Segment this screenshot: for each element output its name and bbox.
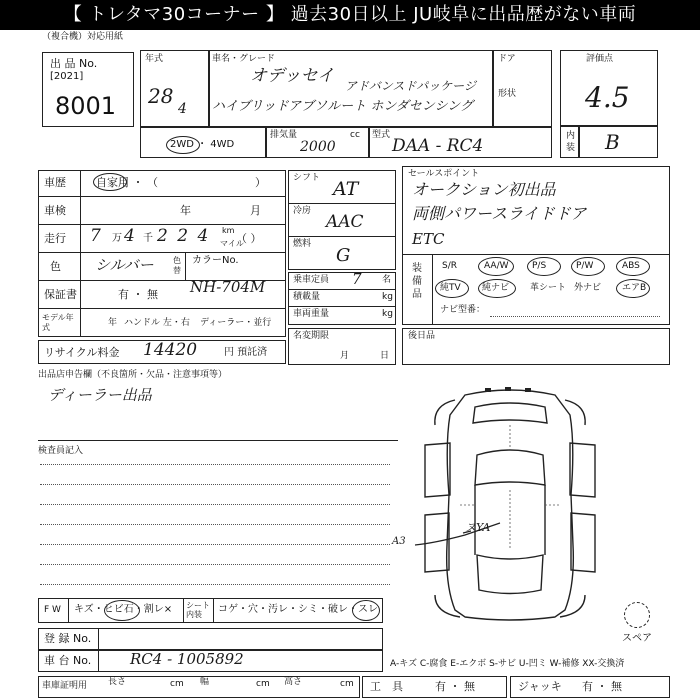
spare-label: スペア (622, 633, 652, 644)
chassis-label: 車 台 No. (44, 654, 92, 667)
color-value: シルバー (95, 256, 154, 274)
fw-circle-scuff (352, 600, 380, 621)
shift-label: シフト (293, 173, 321, 183)
warranty-label: 保証書 (44, 288, 77, 301)
mileage-paren: （ ） (236, 232, 262, 245)
interior-value: B (605, 130, 620, 154)
changes-label: 名変期限 (293, 331, 330, 341)
diagram-mark-s: ヌYA (465, 521, 491, 534)
equip-leather: 革シート (530, 283, 567, 293)
model-month-value: 4 (178, 101, 187, 117)
displacement-unit: cc (350, 130, 360, 140)
sales-point-3: ETC (412, 230, 445, 248)
changes-day: 日 (380, 351, 390, 361)
sales-point-2: 両側パワースライドドア (412, 204, 587, 223)
banner-title: 【 トレタマ30コーナー 】 過去30日以上 JU岐阜に出品歴がない車両 (0, 0, 700, 30)
recycle-value: 14420 (143, 340, 198, 360)
seller-notes-text: ディーラー出品 (48, 386, 152, 404)
door-label: ドア (498, 54, 516, 64)
displacement-value: 2000 (300, 139, 336, 155)
cert-unit-2: cm (256, 679, 270, 689)
capacity-value: 7 (352, 270, 362, 288)
mileage-man: 7 (90, 226, 101, 246)
capacity-label: 乗車定員 (293, 275, 330, 285)
model-row-year: 年 (108, 318, 118, 328)
changes-month: 月 (340, 351, 350, 361)
equip-tv-circle (435, 279, 469, 298)
model-code-value: DAA - RC4 (392, 136, 484, 156)
model-year-value: 28 (148, 84, 174, 108)
color-code-label: カラーNo. (192, 255, 239, 266)
recycle-label: リサイクル料金 (44, 346, 120, 359)
cert-height: 高さ (284, 677, 303, 687)
registration-label: 登 録 No. (44, 632, 92, 645)
after-notes-box (402, 328, 670, 365)
fw-seat-label: シート内装 (186, 601, 210, 619)
load-label: 積載量 (293, 292, 321, 302)
inspector-notes-label: 検査員記入 (38, 446, 84, 456)
diagram-mark-a3: A3 (392, 536, 406, 547)
spare-tire-icon (624, 602, 650, 628)
equip-navi-circle (478, 279, 516, 298)
sales-point-1: オークション初出品 (412, 180, 556, 199)
color-label: 色 (50, 260, 61, 273)
model-row-label: モデル年式 (42, 313, 74, 332)
mileage-sen-unit: 千 (143, 233, 153, 244)
header-note: （複合機）対応用紙 (42, 32, 124, 42)
score-value: 4.5 (585, 81, 630, 114)
fw-options: キズ・ヒビ石・割レ× (74, 604, 173, 615)
shape-label: 形状 (498, 89, 517, 99)
navi-model-label: ナビ型番： (440, 305, 486, 315)
recycle-unit: 円 預託済 (224, 347, 268, 358)
cert-unit-1: cm (170, 679, 184, 689)
fuel-value: G (336, 245, 351, 266)
equip-pw: P/W (576, 261, 594, 271)
sales-points-label: セールスポイント (408, 169, 480, 179)
chassis-value: RC4 - 1005892 (130, 650, 244, 668)
model-code-label: 型式 (372, 130, 391, 140)
history-label: 車歴 (44, 176, 66, 189)
inspection-label: 車検 (44, 204, 66, 217)
mileage-label: 走行 (44, 232, 66, 245)
car-name-label: 車名・グレード (212, 54, 276, 64)
fw-label: F W (44, 605, 61, 615)
ac-value: AAC (326, 212, 364, 232)
equip-abs-circle (616, 257, 650, 276)
interior-label: 内装 (566, 131, 576, 153)
equip-aaw-circle (478, 257, 514, 276)
tools-label: 工 具 (370, 680, 403, 693)
fuel-label: 燃料 (293, 239, 312, 249)
history-close: ） (255, 176, 266, 189)
grade-line1: アドバンスドパッケージ (345, 79, 476, 93)
inspection-month-unit: 月 (250, 204, 261, 217)
equip-sr: S/R (442, 261, 457, 271)
weight-label: 車両重量 (293, 309, 330, 319)
displacement-label: 排気量 (270, 130, 298, 140)
equip-tv: 純TV (440, 283, 461, 293)
score-label: 評価点 (586, 54, 614, 64)
model-year-label: 年式 (145, 54, 164, 64)
shift-value: AT (333, 178, 359, 200)
equip-pw-circle (571, 257, 605, 276)
jack-label: ジャッキ (518, 680, 562, 693)
equip-ps-circle (527, 257, 561, 276)
grade-line2: ハイブリッドアブソルート ホンダセンシング (212, 99, 473, 114)
equipment-label: 装備品 (412, 263, 422, 300)
lot-year: [2021] (50, 71, 84, 82)
cert-length: 長さ (108, 677, 127, 687)
warranty-options: 有 ・ 無 (118, 288, 158, 301)
capacity-unit: 名 (382, 275, 392, 285)
mileage-sen: 4 (124, 226, 135, 246)
ac-label: 冷房 (293, 206, 312, 216)
equip-ps: P/S (532, 261, 547, 271)
cert-label: 車庫証明用 (42, 681, 88, 691)
equip-ext-navi: 外ナビ (574, 283, 602, 293)
equip-airbag: エアB (622, 283, 647, 293)
car-name-value: オデッセイ (250, 66, 335, 86)
equip-abs: ABS (622, 261, 640, 271)
history-options: 自家用 ・ （ (96, 176, 158, 189)
color-code-value: NH-704M (190, 278, 266, 296)
load-unit: kg (382, 292, 393, 302)
jack-options: 有 ・ 無 (582, 680, 622, 693)
lot-label: 出 品 No. (50, 57, 98, 70)
inspection-year-unit: 年 (180, 204, 191, 217)
cert-unit-3: cm (340, 679, 354, 689)
model-row-dealer: ディーラー・並行 (200, 318, 272, 328)
model-row-handle: ハンドル 左・右 (124, 318, 190, 328)
mileage-rest: 2 2 4 (157, 226, 211, 246)
mileage-man-unit: 万 (112, 233, 122, 244)
equip-aaw: AA/W (484, 261, 509, 271)
mileage-mile: マイル (220, 239, 244, 248)
seller-notes-label: 出品店申告欄（不良箇所・欠品・注意事項等） (38, 370, 228, 380)
history-circle (93, 173, 127, 191)
mileage-km: km (222, 226, 235, 235)
after-notes-label: 後日品 (408, 331, 436, 341)
car-damage-diagram (405, 385, 615, 625)
equip-navi: 純ナビ (482, 283, 510, 293)
drive-options: 2WD ・ 4WD (170, 139, 235, 150)
fw-circle-stone (104, 600, 140, 621)
color-change-label: 色替 (173, 256, 181, 275)
damage-legend: A-キズ C-腐食 E-エクボ S-サビ U-凹ミ W-補修 XX-交換済 (390, 659, 625, 669)
lot-number: 8001 (55, 92, 117, 120)
tools-options: 有 ・ 無 (435, 680, 475, 693)
cert-width: 幅 (200, 677, 210, 687)
equip-airbag-circle (616, 279, 650, 298)
fw-seat-options: コゲ・穴・汚レ・シミ・破レ・スレ (218, 604, 378, 615)
weight-unit: kg (382, 309, 393, 319)
